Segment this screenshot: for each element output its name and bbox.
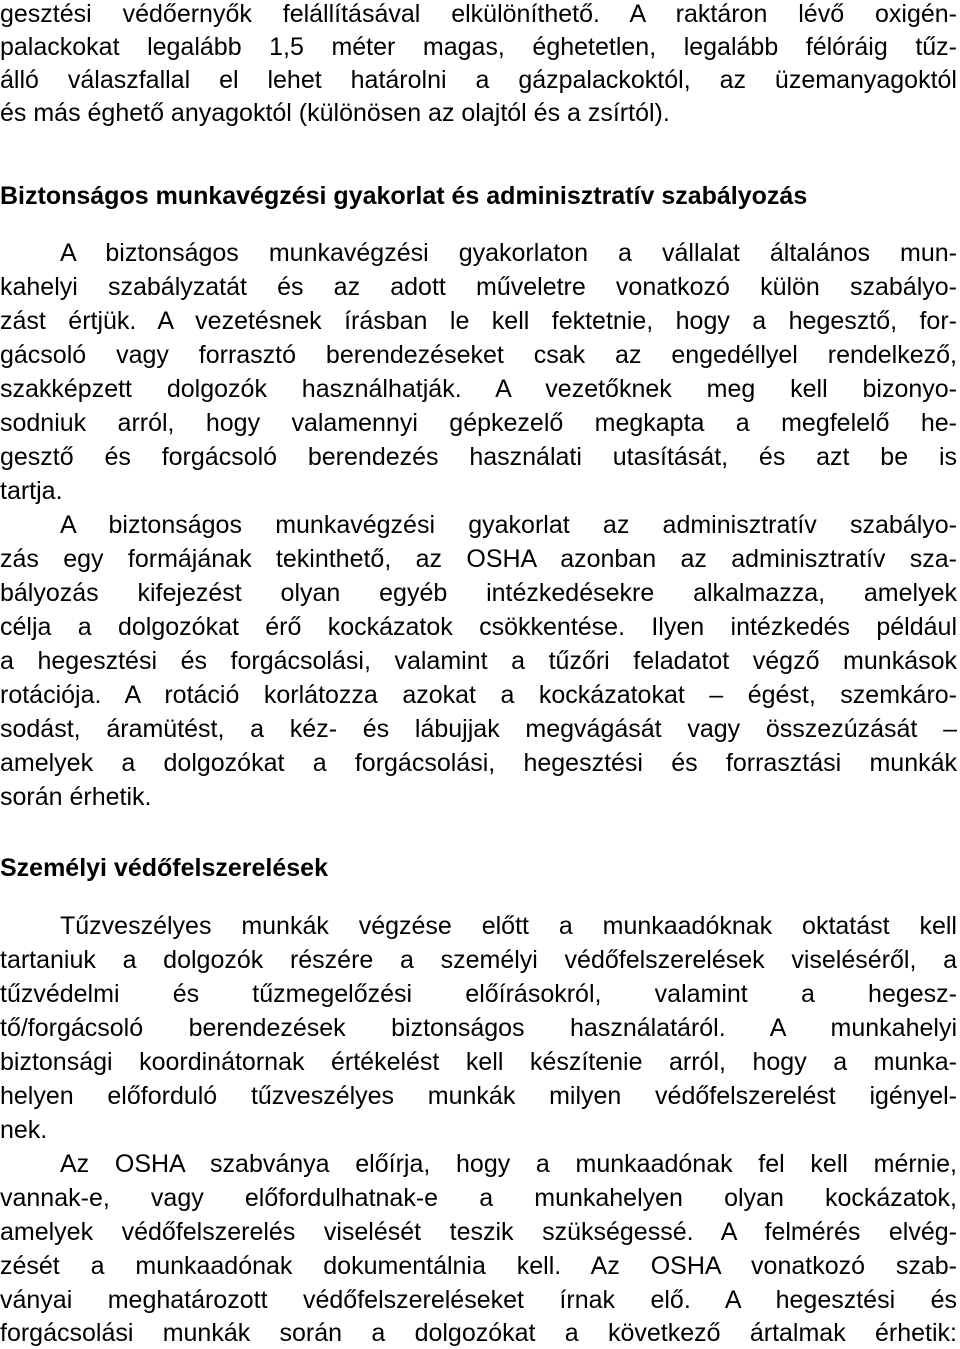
text-line: tűzvédelmi és tűzmegelőzési előírásokról, valamint a hegesz-	[0, 980, 957, 1008]
text-line: ványai meghatározott védőfelszereléseket írnak elő. A hegesztési és	[0, 1286, 957, 1314]
text-line: a hegesztési és forgácsolási, valamint a tűzőri feladatot végző munkások	[0, 647, 957, 675]
text-line: amelyek védőfelszerelés viselését teszik szükségessé. A felmérés elvég-	[0, 1218, 957, 1246]
text-line: kahelyi szabályzatát és az adott műveletre vonatkozó külön szabályo-	[0, 273, 957, 301]
text-line: amelyek a dolgozókat a forgácsolási, hegesztési és forrasztási munkák	[0, 749, 957, 777]
text-line: Az OSHA szabványa előírja, hogy a munkaadónak fel kell mérnie,	[60, 1150, 957, 1178]
text-line: palackokat legalább 1,5 méter magas, éghetetlen, legalább félóráig tűz-	[0, 33, 957, 61]
text-line: álló válaszfallal el lehet határolni a gázpalackoktól, az üzemanyagoktól	[0, 66, 957, 94]
text-line: nek.	[0, 1116, 48, 1144]
text-line: tartaniuk a dolgozók részére a személyi védőfelszerelések viseléséről, a	[0, 946, 957, 974]
text-line: rotációja. A rotáció korlátozza azokat a kockázatokat – égést, szemkáro-	[0, 681, 957, 709]
text-line: Tűzveszélyes munkák végzése előtt a munkaadóknak oktatást kell	[60, 912, 957, 940]
text-line: sodást, áramütést, a kéz- és lábujjak megvágását vagy összezúzását –	[0, 715, 957, 743]
text-line: tő/forgácsoló berendezések biztonságos használatáról. A munkahelyi	[0, 1014, 957, 1042]
text-line: gácsoló vagy forrasztó berendezéseket csak az engedéllyel rendelkező,	[0, 341, 957, 369]
text-line: biztonsági koordinátornak értékelést kell készítenie arról, hogy a munka-	[0, 1048, 957, 1076]
text-line: vannak-e, vagy előfordulhatnak-e a munkahelyen olyan kockázatok,	[0, 1184, 957, 1212]
text-line: helyen előforduló tűzveszélyes munkák milyen védőfelszerelést igényel-	[0, 1082, 957, 1110]
text-line: szakképzett dolgozók használhatják. A vezetőknek meg kell bizonyo-	[0, 375, 957, 403]
text-line: során érhetik.	[0, 783, 152, 811]
text-line: A biztonságos munkavégzési gyakorlat az adminisztratív szabályo-	[60, 511, 957, 539]
section-heading-safe-work-practice: Biztonságos munkavégzési gyakorlat és adminisztratív szabályozás	[0, 182, 808, 210]
text-line: zését a munkaadónak dokumentálnia kell. Az OSHA vonatkozó szab-	[0, 1252, 957, 1280]
text-line: gesztő és forgácsoló berendezés használati utasítását, és azt be is	[0, 443, 957, 471]
text-line: bályozás kifejezést olyan egyéb intézkedésekre alkalmazza, amelyek	[0, 579, 957, 607]
text-line: sodniuk arról, hogy valamennyi gépkezelő megkapta a megfelelő he-	[0, 409, 957, 437]
text-line: zást értjük. A vezetésnek írásban le kell fektetnie, hogy a hegesztő, for-	[0, 307, 957, 335]
section-heading-ppe: Személyi védőfelszerelések	[0, 854, 328, 882]
text-line: A biztonságos munkavégzési gyakorlaton a vállalat általános mun-	[60, 239, 957, 267]
text-line: célja a dolgozókat érő kockázatok csökkentése. Ilyen intézkedés például	[0, 613, 957, 641]
text-line: tartja.	[0, 477, 63, 505]
text-line: és más éghető anyagoktól (különösen az olajtól és a zsírtól).	[0, 99, 670, 127]
text-line: gesztési védőernyők felállításával elkülöníthető. A raktáron lévő oxigén-	[0, 0, 957, 28]
text-line: forgácsolási munkák során a dolgozókat a következő ártalmak érhetik:	[0, 1319, 957, 1347]
text-line: zás egy formájának tekinthető, az OSHA azonban az adminisztratív sza-	[0, 545, 957, 573]
